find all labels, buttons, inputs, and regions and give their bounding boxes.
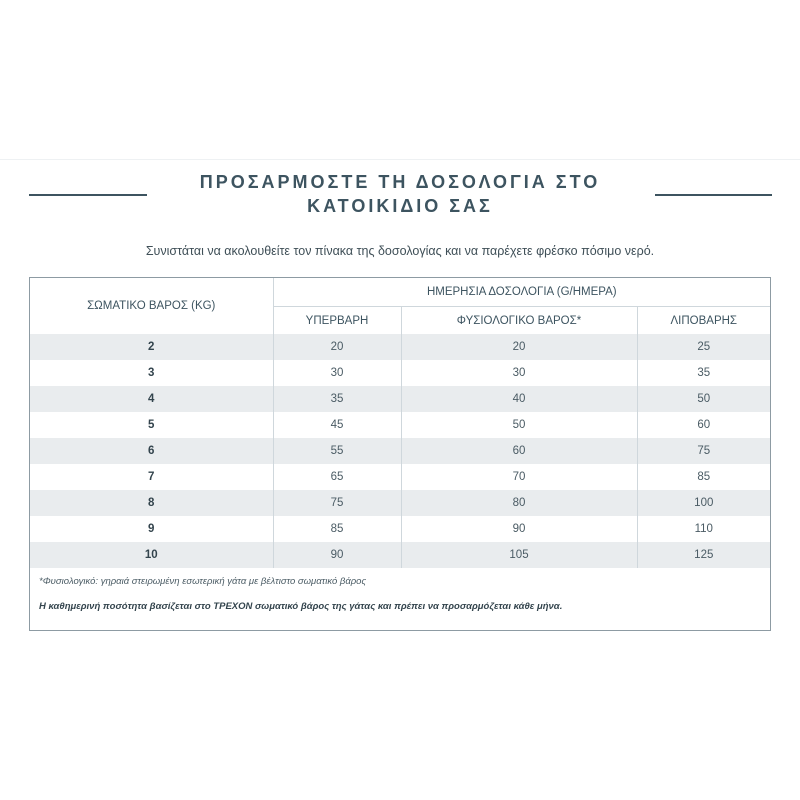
table-row [30,464,770,490]
dosage-table [30,278,770,568]
normal-weight-cell: 70 [401,464,637,490]
underweight-column-header: ΛΙΠΟΒΑΡΗΣ [637,307,770,335]
underweight-cell: 100 [637,490,770,516]
table-row [30,386,770,412]
weight-cell: 9 [30,516,273,542]
table-row [30,490,770,516]
normal-weight-footnote: *Φυσιολογικό: γηραιά στειρωμένη εσωτερική γάτα με βέλτιστο σωματικό βάρος [39,576,367,587]
normal-weight-cell: 80 [401,490,637,516]
daily-dosage-header: ΗΜΕΡΗΣΙΑ ΔΟΣΟΛΟΓΙΑ (G/ΗΜΕΡΑ) [426,286,617,298]
table-row [30,412,770,438]
underweight-cell: 75 [637,438,770,464]
heading-section [0,170,800,230]
intro-text: Συνιστάται να ακολουθείτε τον πίνακα της δοσολογίας και να παρέχετε φρέσκο πόσιμο νερό. [145,244,655,258]
underweight-cell: 60 [637,412,770,438]
weight-cell: 10 [30,542,273,568]
overweight-cell: 35 [273,386,401,412]
overweight-cell: 75 [273,490,401,516]
page-title-line-1: ΠΡΟΣΑΡΜΟΣΤΕ ΤΗ ΔΟΣΟΛΟΓΙΑ ΣΤΟ [199,172,601,192]
overweight-cell: 90 [273,542,401,568]
normal-weight-cell: 105 [401,542,637,568]
underweight-cell: 110 [637,516,770,542]
overweight-cell: 55 [273,438,401,464]
underweight-cell: 35 [637,360,770,386]
table-row [30,334,770,360]
weight-cell: 7 [30,464,273,490]
page-title [160,170,640,218]
table-row [30,438,770,464]
heading-rule-left [29,194,147,196]
daily-amount-note: Η καθημερινή ποσότητα βασίζεται στο ΤΡΕΧΟΝ σωματικό βάρος της γάτας και πρέπει να προσαρμόζεται κάθε μήνα. [39,601,563,612]
underweight-cell: 50 [637,386,770,412]
underweight-cell: 85 [637,464,770,490]
normal-weight-cell: 40 [401,386,637,412]
weight-cell: 5 [30,412,273,438]
page-title-line-2: ΚΑΤΟΙΚΙΔΙΟ ΣΑΣ [307,196,493,216]
weight-cell: 2 [30,334,273,360]
weight-cell: 4 [30,386,273,412]
weight-cell: 3 [30,360,273,386]
overweight-cell: 65 [273,464,401,490]
underweight-cell: 125 [637,542,770,568]
normal-weight-column-header: ΦΥΣΙΟΛΟΓΙΚΟ ΒΑΡΟΣ* [401,307,637,335]
overweight-cell: 45 [273,412,401,438]
heading-rule-right [655,194,772,196]
dosage-panel [29,277,771,631]
table-row [30,360,770,386]
overweight-column-header: ΥΠΕΡΒΑΡΗ [273,307,401,335]
top-divider [0,159,800,160]
normal-weight-cell: 20 [401,334,637,360]
overweight-cell: 30 [273,360,401,386]
normal-weight-cell: 90 [401,516,637,542]
weight-cell: 6 [30,438,273,464]
normal-weight-cell: 30 [401,360,637,386]
normal-weight-cell: 50 [401,412,637,438]
overweight-cell: 85 [273,516,401,542]
table-row [30,542,770,568]
weight-cell: 8 [30,490,273,516]
table-row [30,516,770,542]
normal-weight-cell: 60 [401,438,637,464]
underweight-cell: 25 [637,334,770,360]
overweight-cell: 20 [273,334,401,360]
weight-column-header: ΣΩΜΑΤΙΚΟ ΒΑΡΟΣ (KG) [30,278,273,334]
